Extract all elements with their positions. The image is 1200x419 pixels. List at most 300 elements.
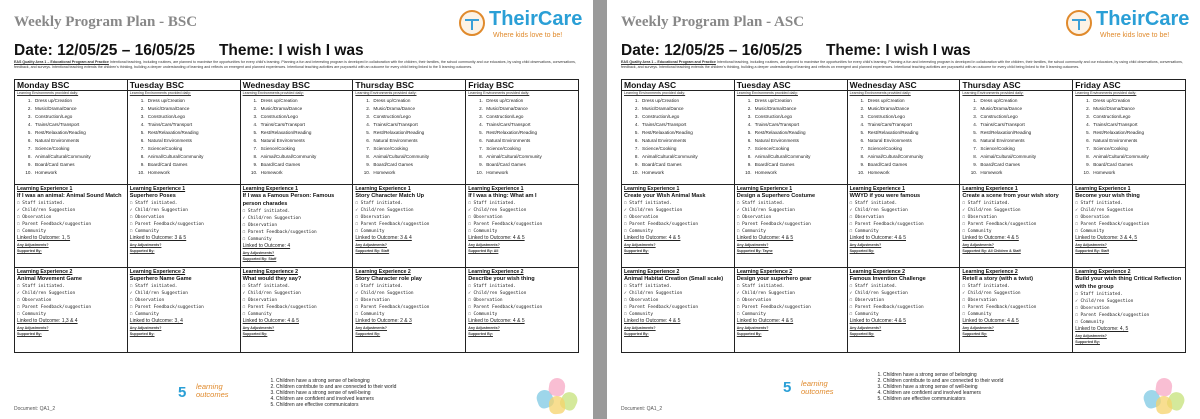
initiation-checkbox: ☐ Staff initiated. — [962, 284, 1010, 289]
environments-label: Learning Environments provided daily: — [624, 91, 686, 95]
skill-item: 7. Science/Cooking — [640, 145, 732, 153]
linked-outcome: Linked to Outcome: 4 & 5 — [624, 318, 681, 324]
skill-item: 5. Rest/Relaxation/Reading — [640, 129, 732, 137]
outcome-item: 5. Children are effective communicators — [276, 402, 396, 408]
linked-outcome: Linked to Outcome: 4 & 5 — [849, 235, 907, 241]
supported-by: Supported By: — [849, 332, 875, 336]
environments-label: Learning Environments provided daily: — [849, 91, 911, 95]
skill-item: 9. Board/Card Games — [1091, 161, 1183, 169]
initiation-checkbox: ☐ Community — [129, 229, 159, 234]
supported-by: Supported By: All — [468, 249, 499, 253]
day-header: Wednesday ASC — [847, 80, 960, 91]
activity-title: Animal Movement Game — [17, 276, 82, 282]
experience-label: Learning Experience 2 — [17, 269, 73, 275]
skill-item: 6. Natural Environments — [259, 137, 351, 145]
skill-item: 4. Trains/Cars/Transport — [259, 121, 351, 129]
initiation-checkbox: ☐ Community — [17, 229, 47, 234]
skills-list — [850, 97, 958, 177]
experience-2-cell — [1073, 268, 1186, 353]
any-adjustments: Any Adjustments? — [468, 326, 500, 330]
skill-item: 6. Natural Environments — [33, 137, 125, 145]
initiation-checkbox: ☐ Staff initiated. — [624, 201, 672, 206]
theircare-logo — [459, 8, 583, 44]
skill-item: 10. Homework — [640, 169, 732, 177]
linked-outcome: Linked to Outcome: 4 & 5 — [624, 235, 681, 241]
logo-mark-icon — [459, 10, 485, 36]
experience-label: Learning Experience 2 — [129, 269, 186, 275]
linked-outcome: Linked to Outcome: 4 & 5 — [736, 235, 794, 241]
initiation-checkbox: ☐ Staff initiated. — [624, 284, 672, 289]
skill-item: 8. Animal/Cultural/Community — [1091, 153, 1183, 161]
environments-label: Learning Environments provided daily: — [962, 91, 1024, 95]
initiation-checkbox: ☐ Observation — [1075, 215, 1110, 220]
day-header: Tuesday ASC — [734, 80, 847, 91]
skills-list — [130, 97, 238, 177]
day-header: Friday BSC — [466, 80, 579, 91]
initiation-checkbox: ☐ Staff initiated. — [849, 201, 898, 206]
skills-list — [737, 97, 845, 177]
initiation-checkbox: ☐ Parent Feedback/suggestion — [624, 305, 699, 310]
learning-environments-cell — [847, 91, 960, 185]
date-theme-heading — [621, 42, 971, 60]
initiation-checkbox: ☐ Observation — [736, 215, 772, 220]
initiation-checkbox: ☐ Staff initiated. — [17, 284, 65, 289]
skill-item: 4. Trains/Cars/Transport — [484, 121, 576, 129]
initiation-checkbox: ☐ Community — [355, 229, 385, 234]
program-page-asc — [607, 0, 1200, 419]
learning-environments-row — [15, 91, 579, 185]
skill-item: 7. Science/Cooking — [978, 145, 1070, 153]
experience-2-cell — [127, 268, 240, 353]
experience-1-cell — [622, 185, 735, 268]
supported-by: Supported By: — [129, 249, 155, 253]
environments-label: Learning Environments provided daily: — [242, 91, 304, 95]
skill-item: 9. Board/Card Games — [753, 161, 845, 169]
learning-environments-cell — [734, 91, 847, 185]
document-code: Document: QA1_2 — [14, 406, 56, 412]
five-learning-number: 5 — [178, 384, 187, 401]
initiation-checkbox: ☐ Parent Feedback/suggestion — [468, 305, 543, 310]
activity-title: Design your superhero gear — [736, 276, 812, 282]
experience-label: Learning Experience 1 — [962, 186, 1018, 192]
skill-item: 8. Animal/Cultural/Community — [866, 153, 958, 161]
weekly-plan-table — [14, 79, 579, 353]
experience-2-cell — [15, 268, 128, 353]
initiation-checkbox: ☐ Community — [736, 229, 766, 234]
experience-label: Learning Experience 2 — [736, 269, 793, 275]
any-adjustments: Any Adjustments? — [468, 243, 500, 247]
experience-label: Learning Experience 2 — [962, 269, 1018, 275]
experience-label: Learning Experience 1 — [1075, 186, 1131, 192]
linked-outcome: Linked to Outcome: 1,3 & 4 — [17, 318, 78, 324]
initiation-checkbox: ☐ Staff initiated. — [849, 284, 898, 289]
skill-item: 2. Music/Drama/Dance — [33, 105, 125, 113]
skill-item: 8. Animal/Cultural/Community — [753, 153, 845, 161]
initiation-checkbox: ☐ Parent Feedback/suggestion — [242, 230, 317, 235]
logo-tagline: Where kids love to be! — [1100, 32, 1170, 39]
any-adjustments: Any Adjustments? — [355, 326, 388, 330]
experience-label: Learning Experience 1 — [468, 186, 524, 192]
environments-label: Learning Environments provided daily: — [17, 91, 79, 95]
day-header: Thursday ASC — [960, 80, 1073, 91]
experience-1-row — [15, 185, 579, 268]
activity-title: What would they say? — [242, 276, 302, 282]
skill-item: 7. Science/Cooking — [146, 145, 238, 153]
theme: Theme: I wish I was — [825, 42, 971, 59]
learning-outcomes-label: learning outcomes — [196, 382, 229, 399]
skill-item: 9. Board/Card Games — [146, 161, 238, 169]
initiation-checkbox: ✓ Child/ren Suggestion — [1075, 299, 1134, 304]
any-adjustments: Any Adjustments? — [962, 243, 995, 247]
initiation-checkbox: ☐ Parent Feedback/suggestion — [129, 222, 204, 227]
experience-label: Learning Experience 1 — [736, 186, 793, 192]
skills-list — [468, 97, 576, 177]
skill-item: 2. Music/Drama/Dance — [753, 105, 845, 113]
initiation-checkbox: ☐ Community — [17, 312, 47, 317]
linked-outcome: Linked to Outcome: 4 — [242, 243, 291, 249]
skill-item: 2. Music/Drama/Dance — [371, 105, 463, 113]
linked-outcome: Linked to Outcome: 3 & 5 — [129, 235, 187, 241]
supported-by: Supported By: — [468, 332, 493, 336]
experience-1-cell — [847, 185, 960, 268]
experience-label: Learning Experience 2 — [355, 269, 411, 275]
skill-item: 2. Music/Drama/Dance — [866, 105, 958, 113]
initiation-checkbox: ☐ Parent Feedback/suggestion — [242, 305, 317, 310]
initiation-checkbox: ☐ Community — [1075, 320, 1105, 325]
skill-item: 10. Homework — [753, 169, 845, 177]
skills-list — [243, 97, 351, 177]
initiation-checkbox: ✓ Child/ren Suggestion — [355, 291, 414, 296]
skill-item: 7. Science/Cooking — [33, 145, 125, 153]
initiation-checkbox: ☐ Parent Feedback/suggestion — [1075, 222, 1150, 227]
learning-environments-cell — [353, 91, 466, 185]
activity-title: Design a Superhero Costume — [736, 193, 816, 199]
any-adjustments: Any Adjustments? — [624, 326, 656, 330]
skill-item: 2. Music/Drama/Dance — [640, 105, 732, 113]
skill-item: 1. Dress up/Creation — [1091, 97, 1183, 105]
skill-item: 3. Construction/Lego — [33, 113, 125, 121]
initiation-checkbox: ✓ Child/ren Suggestion — [1075, 208, 1134, 213]
experience-1-cell — [353, 185, 466, 268]
skill-item: 5. Rest/Relaxation/Reading — [484, 129, 576, 137]
skill-item: 8. Animal/Cultural/Community — [259, 153, 351, 161]
skill-item: 7. Science/Cooking — [753, 145, 845, 153]
intro-paragraph — [621, 60, 1186, 77]
initiation-checkbox: ✓ Child/ren Suggestion — [468, 291, 527, 296]
skills-list — [962, 97, 1070, 177]
environments-label: Learning Environments provided daily: — [355, 91, 417, 95]
any-adjustments: Any Adjustments? — [624, 243, 656, 247]
day-header-row — [15, 80, 579, 91]
skill-item: 5. Rest/Relaxation/Reading — [33, 129, 125, 137]
theme: Theme: I wish I was — [218, 42, 364, 59]
skill-item: 10. Homework — [978, 169, 1070, 177]
outcome-item: 5. Children are effective communicators — [883, 396, 1003, 402]
outcome-item: 1. Children have a strong sense of belonging — [883, 372, 1003, 378]
day-header: Monday BSC — [15, 80, 128, 91]
skill-item: 9. Board/Card Games — [640, 161, 732, 169]
skill-item: 7. Science/Cooking — [1091, 145, 1183, 153]
linked-outcome: Linked to Outcome: 4 & 5 — [468, 318, 525, 324]
skill-item: 6. Natural Environments — [371, 137, 463, 145]
skill-item: 5. Rest/Relaxation/Reading — [866, 129, 958, 137]
skill-item: 2. Music/Drama/Dance — [978, 105, 1070, 113]
initiation-checkbox: ☐ Observation — [17, 215, 52, 220]
skill-item: 1. Dress up/Creation — [33, 97, 125, 105]
skill-item: 3. Construction/Lego — [1091, 113, 1183, 121]
outcome-item: 3. Children have a strong sense of well-being — [883, 384, 1003, 390]
skill-item: 10. Homework — [484, 169, 576, 177]
skill-item: 7. Science/Cooking — [371, 145, 463, 153]
skill-item: 6. Natural Environments — [484, 137, 576, 145]
experience-2-cell — [353, 268, 466, 353]
skill-item: 2. Music/Drama/Dance — [1091, 105, 1183, 113]
skill-item: 8. Animal/Cultural/Community — [146, 153, 238, 161]
skills-list — [1075, 97, 1183, 177]
initiation-checkbox: ✓ Child/ren Suggestion — [242, 216, 301, 221]
theircare-logo — [1066, 8, 1190, 44]
any-adjustments: Any Adjustments? — [736, 243, 769, 247]
outcome-item: 1. Children have a strong sense of belonging — [276, 378, 396, 384]
any-adjustments: Any Adjustments? — [355, 243, 388, 247]
supported-by: Supported By: Staff — [355, 249, 390, 253]
supported-by: Supported By: Tayne — [736, 249, 773, 253]
logo-name: TheirCare — [1096, 8, 1190, 30]
activity-title: Superhero Name Game — [129, 276, 192, 282]
logo-tagline: Where kids love to be! — [493, 32, 563, 39]
skill-item: 1. Dress up/Creation — [866, 97, 958, 105]
day-header: Monday ASC — [622, 80, 735, 91]
initiation-checkbox: ☐ Community — [962, 312, 992, 317]
linked-outcome: Linked to Outcome: 1, 5 — [17, 235, 71, 241]
experience-label: Learning Experience 1 — [242, 186, 298, 192]
initiation-checkbox: ☐ Staff initiated. — [129, 201, 178, 206]
activity-title: Retell a story (with a twist) — [962, 276, 1033, 282]
initiation-checkbox: ☐ Staff initiated. — [17, 201, 65, 206]
skill-item: 5. Rest/Relaxation/Reading — [753, 129, 845, 137]
supported-by: Supported By: — [736, 332, 762, 336]
program-page-bsc — [0, 0, 593, 419]
initiation-checkbox: ☐ Observation — [1075, 306, 1110, 311]
experience-label: Learning Experience 2 — [624, 269, 680, 275]
supported-by: Supported By: All Children & Staff — [962, 249, 1021, 253]
skill-item: 6. Natural Environments — [978, 137, 1070, 145]
skill-item: 4. Trains/Cars/Transport — [146, 121, 238, 129]
initiation-checkbox: ✓ Child/ren Suggestion — [962, 208, 1021, 213]
learning-environments-cell — [622, 91, 735, 185]
activity-title: If I was an animal: Animal Sound Match — [17, 193, 122, 199]
logo-mark-icon — [1066, 10, 1092, 36]
initiation-checkbox: ✓ Child/ren Suggestion — [129, 291, 188, 296]
any-adjustments: Any Adjustments? — [736, 326, 769, 330]
linked-outcome: Linked to Outcome: 4, 5 — [1075, 326, 1129, 332]
activity-title: If I was a Famous Person: Famous person charades — [242, 193, 335, 207]
skill-item: 4. Trains/Cars/Transport — [640, 121, 732, 129]
initiation-checkbox: ☐ Staff initiated. — [355, 284, 403, 289]
activity-title: Describe your wish thing — [468, 276, 535, 282]
any-adjustments: Any Adjustments? — [849, 243, 882, 247]
experience-label: Learning Experience 1 — [129, 186, 186, 192]
initiation-checkbox: ☐ Observation — [468, 215, 503, 220]
weekly-plan-table — [621, 79, 1186, 353]
initiation-checkbox: ☐ Observation — [849, 215, 884, 220]
skill-item: 2. Music/Drama/Dance — [146, 105, 238, 113]
skill-item: 8. Animal/Cultural/Community — [978, 153, 1070, 161]
initiation-checkbox: ✓ Child/ren Suggestion — [242, 291, 301, 296]
skill-item: 2. Music/Drama/Dance — [484, 105, 576, 113]
skill-item: 6. Natural Environments — [866, 137, 958, 145]
experience-1-cell — [466, 185, 579, 268]
skill-item: 1. Dress up/Creation — [978, 97, 1070, 105]
experience-2-cell — [466, 268, 579, 353]
initiation-checkbox: ☐ Community — [1075, 229, 1105, 234]
initiation-checkbox: ☐ Community — [624, 229, 654, 234]
learning-environments-cell — [240, 91, 353, 185]
learning-outcomes-list — [262, 378, 396, 408]
any-adjustments: Any Adjustments? — [17, 243, 49, 247]
initiation-checkbox: ☐ Community — [736, 312, 766, 317]
skill-item: 5. Rest/Relaxation/Reading — [259, 129, 351, 137]
initiation-checkbox: ☐ Community — [624, 312, 654, 317]
experience-1-cell — [127, 185, 240, 268]
skill-item: 1. Dress up/Creation — [259, 97, 351, 105]
learning-environments-cell — [1073, 91, 1186, 185]
skill-item: 1. Dress up/Creation — [640, 97, 732, 105]
initiation-checkbox: ✓ Child/ren Suggestion — [849, 208, 908, 213]
activity-title: Create a scene from your wish story — [962, 193, 1059, 199]
skill-item: 1. Dress up/Creation — [371, 97, 463, 105]
skill-item: 7. Science/Cooking — [259, 145, 351, 153]
skill-item: 6. Natural Environments — [1091, 137, 1183, 145]
skill-item: 1. Dress up/Creation — [753, 97, 845, 105]
activity-title: WWYD if you were famous — [849, 193, 921, 199]
day-header-row — [622, 80, 1186, 91]
environments-label: Learning Environments provided daily: — [129, 91, 191, 95]
initiation-checkbox: ☐ Parent Feedback/suggestion — [736, 305, 811, 310]
supported-by: Supported By: Staff — [242, 257, 277, 261]
initiation-checkbox: ☐ Parent Feedback/suggestion — [129, 305, 204, 310]
initiation-checkbox: ☐ Parent Feedback/suggestion — [355, 222, 430, 227]
skill-item: 3. Construction/Lego — [146, 113, 238, 121]
date-range: Date: 12/05/25 – 16/05/25 — [621, 42, 802, 59]
experience-2-cell — [734, 268, 847, 353]
initiation-checkbox: ✓ Child/ren Suggestion — [849, 291, 908, 296]
linked-outcome: Linked to Outcome: 4 & 5 — [962, 235, 1019, 241]
initiation-checkbox: ☐ Observation — [624, 215, 659, 220]
handprints-icon — [1142, 372, 1188, 416]
skill-item: 3. Construction/Lego — [484, 113, 576, 121]
experience-1-cell — [1073, 185, 1186, 268]
experience-label: Learning Experience 1 — [624, 186, 680, 192]
skill-item: 4. Trains/Cars/Transport — [866, 121, 958, 129]
skill-item: 9. Board/Card Games — [866, 161, 958, 169]
experience-label: Learning Experience 2 — [1075, 269, 1131, 275]
any-adjustments: Any Adjustments? — [849, 326, 882, 330]
supported-by: Supported By: — [624, 332, 649, 336]
supported-by: Supported By: — [355, 332, 381, 336]
initiation-checkbox: ☐ Staff initiated. — [468, 284, 516, 289]
skill-item: 3. Construction/Lego — [753, 113, 845, 121]
skills-list — [17, 97, 125, 177]
learning-environments-cell — [15, 91, 128, 185]
linked-outcome: Linked to Outcome: 4 & 5 — [242, 318, 300, 324]
any-adjustments: Any Adjustments? — [129, 326, 162, 330]
initiation-checkbox: ☐ Community — [242, 312, 272, 317]
skill-item: 9. Board/Card Games — [33, 161, 125, 169]
skill-item: 10. Homework — [371, 169, 463, 177]
any-adjustments: Any Adjustments? — [962, 326, 995, 330]
any-adjustments: Any Adjustments? — [242, 251, 275, 255]
skill-item: 3. Construction/Lego — [978, 113, 1070, 121]
linked-outcome: Linked to Outcome: 4 & 5 — [736, 318, 794, 324]
skill-item: 10. Homework — [33, 169, 125, 177]
initiation-checkbox: ☐ Parent Feedback/suggestion — [962, 222, 1037, 227]
skill-item: 1. Dress up/Creation — [146, 97, 238, 105]
skill-item: 5. Rest/Relaxation/Reading — [1091, 129, 1183, 137]
skill-item: 8. Animal/Cultural/Community — [33, 153, 125, 161]
initiation-checkbox: ☐ Observation — [129, 298, 165, 303]
experience-2-cell — [240, 268, 353, 353]
linked-outcome: Linked to Outcome: 3 & 4 — [355, 235, 412, 241]
skill-item: 10. Homework — [259, 169, 351, 177]
initiation-checkbox: ☐ Community — [468, 229, 498, 234]
supported-by: Supported By: — [129, 332, 155, 336]
initiation-checkbox: ☐ Staff initiated. — [355, 201, 403, 206]
skill-item: 7. Science/Cooking — [866, 145, 958, 153]
initiation-checkbox: ☐ Observation — [962, 215, 997, 220]
skill-item: 10. Homework — [146, 169, 238, 177]
initiation-checkbox: ✓ Child/ren Suggestion — [624, 208, 683, 213]
learning-environments-cell — [466, 91, 579, 185]
any-adjustments: Any Adjustments? — [17, 326, 49, 330]
experience-2-row — [15, 268, 579, 353]
initiation-checkbox: ☐ Observation — [355, 298, 390, 303]
supported-by: Supported By: — [624, 249, 649, 253]
skill-item: 5. Rest/Relaxation/Reading — [371, 129, 463, 137]
date-theme-heading — [14, 42, 364, 60]
linked-outcome: Linked to Outcome: 3 & 4, 5 — [1075, 235, 1138, 241]
skill-item: 4. Trains/Cars/Transport — [1091, 121, 1183, 129]
experience-2-cell — [960, 268, 1073, 353]
initiation-checkbox: ☐ Staff initiated. — [1075, 201, 1123, 206]
day-header: Wednesday BSC — [240, 80, 353, 91]
skill-item: 8. Animal/Cultural/Community — [484, 153, 576, 161]
initiation-checkbox: ☐ Staff initiated. — [1075, 292, 1123, 297]
skills-list — [355, 97, 463, 177]
initiation-checkbox: ☐ Parent Feedback/suggestion — [355, 305, 430, 310]
any-adjustments: Any Adjustments? — [1075, 243, 1107, 247]
skill-item: 3. Construction/Lego — [259, 113, 351, 121]
supported-by: Supported By: — [242, 332, 268, 336]
initiation-checkbox: ✓ Child/ren Suggestion — [624, 291, 683, 296]
activity-title: Animal Habitat Creation (Small scale) — [624, 276, 724, 282]
skills-list — [624, 97, 732, 177]
linked-outcome: Linked to Outcome: 4 & 5 — [849, 318, 907, 324]
logo-name: TheirCare — [489, 8, 583, 30]
skill-item: 9. Board/Card Games — [978, 161, 1070, 169]
experience-2-row — [622, 268, 1186, 353]
initiation-checkbox: ☐ Community — [849, 312, 879, 317]
supported-by: Supported By: — [849, 249, 875, 253]
experience-label: Learning Experience 1 — [17, 186, 73, 192]
initiation-checkbox: ☐ Observation — [736, 298, 772, 303]
initiation-checkbox: ✓ Child/ren Suggestion — [17, 291, 76, 296]
initiation-checkbox: ✓ Child/ren Suggestion — [355, 208, 414, 213]
initiation-checkbox: ☐ Community — [242, 237, 272, 242]
intro-text: Intentional teaching, including routines, are planned to maximise the opportunities for every child's learning. Planning a fun and interesting program is developed in collaboration with the children, their families, the school community and our educators, by using child observations, conversations, feedback, and surveys. Intentional teaching extends the children's thinking, building a deeper understanding of learning and reflects on emergent and planned experiences. Intentional teaching activities are purposeful with an outcome for every child being linked to the 5 learning outcomes. — [621, 60, 1183, 69]
date-range: Date: 12/05/25 – 16/05/25 — [14, 42, 195, 59]
day-header: Friday ASC — [1073, 80, 1186, 91]
